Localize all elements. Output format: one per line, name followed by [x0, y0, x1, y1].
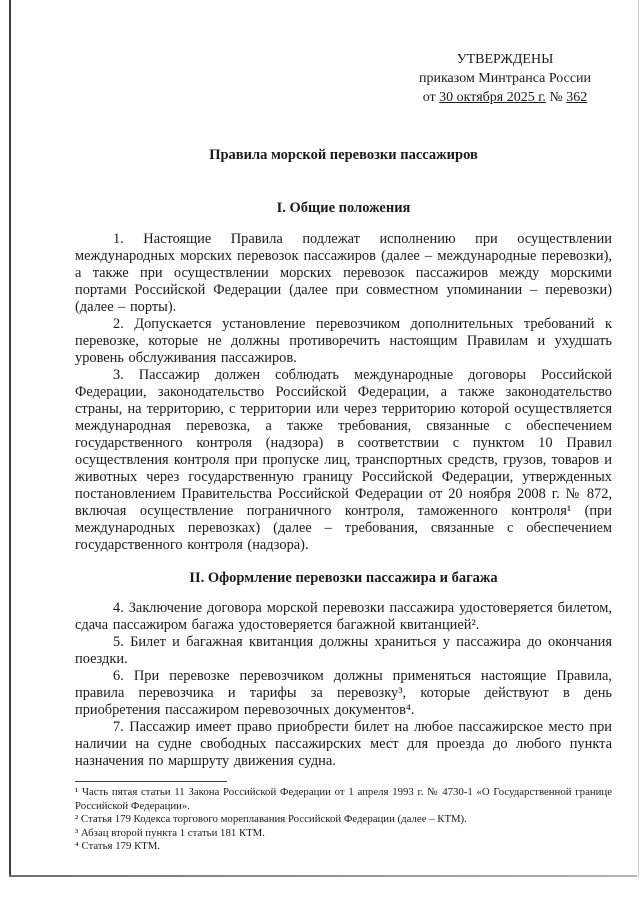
approval-number-sign: № [545, 90, 567, 105]
footnote-4: ⁴ Статья 179 КТМ. [75, 840, 161, 852]
scan-edge-left [9, 0, 11, 876]
approval-line-order: приказом Минтранса России [418, 71, 592, 86]
scan-edge-right [638, 0, 639, 877]
footnote-1: ¹ Часть пятая статьи 11 Закона Российской Федерации от 1 апреля 1993 г. № 4730-1 «О Государственной границе Российской Федерации». [75, 786, 612, 812]
paragraph-2: 2. Допускается установление перевозчиком дополнительных требований к перевозке, которые не должны противоречить настоящим Правилам и ухудшать уровень обслуживания пассажиров. [75, 316, 612, 366]
paragraph-5: 5. Билет и багажная квитанция должны храниться у пассажира до окончания поездки. [75, 634, 612, 667]
footnote-3: ³ Абзац второй пункта 1 статьи 181 КТМ. [75, 826, 265, 839]
scan-edge-bottom [9, 875, 637, 877]
approval-block [398, 50, 612, 107]
paragraph-3: 3. Пассажир должен соблюдать международные договоры Российской Федерации, законодательство Российской Федерации, а также законодательство страны, на территорию, с территории или через территорию которой осуществляется международная перевозка, а также требования, связанные с обеспечением государственного контроля (надзора) в соответствии с пунктом 10 Правил осуществления контроля при пропуске лиц, транспортных средств, грузов, товаров и животных через государственную границу Российской Федерации, утвержденных постановлением Правительства Российской Федерации от 20 ноября 2008 г. № 872, включая осуществление пограничного контроля, таможенного контроля¹ (при международных перевозках) (далее – требования, связанные с обеспечением государственного контроля (надзора). [75, 367, 612, 553]
paragraph-7: 7. Пассажир имеет право приобрести билет на любое пассажирское место при наличии на судне свободных пассажирских мест для проезда до любого пункта назначения по маршруту движения судна. [75, 719, 612, 769]
document-content [75, 50, 612, 854]
approval-date-prefix: от [422, 90, 440, 105]
approval-line-date-number [398, 88, 612, 107]
footnote-2: ² Статья 179 Кодекса торгового мореплавания Российской Федерации (далее – КТМ). [75, 813, 467, 825]
section-1-heading: I. Общие положения [276, 200, 411, 216]
approval-number: 362 [566, 90, 588, 105]
approval-line-approved: УТВЕРЖДЕНЫ [456, 52, 554, 67]
section-2-heading: II. Оформление перевозки пассажира и багажа [189, 570, 498, 586]
paragraph-4: 4. Заключение договора морской перевозки пассажира удостоверяется билетом, сдача пассажиром багажа удостоверяется багажной квитанцией². [75, 600, 612, 633]
document-title: Правила морской перевозки пассажиров [209, 147, 478, 163]
paragraph-1: 1. Настоящие Правила подлежат исполнению при осуществлении международных морских перевозок пассажиров (далее – международные перевозки), а также при осуществлении морских перевозок пассажиров между морскими портами Российской Федерации (далее при совместном упоминании – перевозки) (далее – порты). [75, 231, 612, 315]
paragraph-6: 6. При перевозке перевозчиком должны применяться настоящие Правила, правила перевозчика и тарифы за перевозку³, которые действуют в день приобретения пассажиром перевозочных документов⁴. [75, 668, 612, 718]
approval-date: 30 октября 2025 г. [439, 90, 546, 105]
footnote-separator [75, 781, 227, 782]
